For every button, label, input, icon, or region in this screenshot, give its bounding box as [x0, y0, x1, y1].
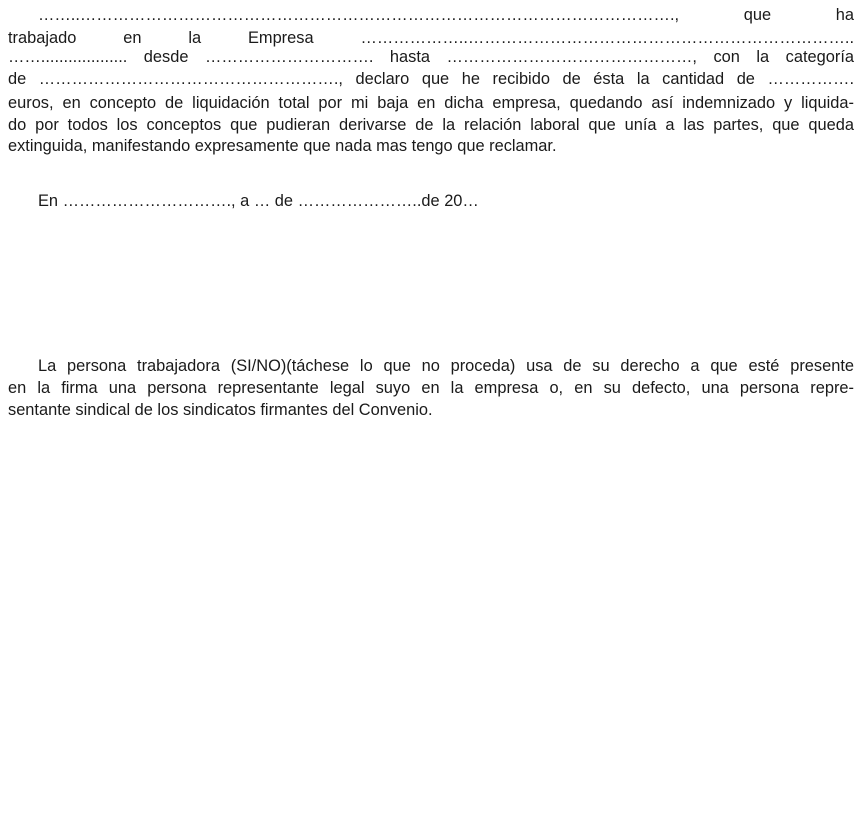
place-date-line: En …………………………., a … de …………………..de 20…: [38, 192, 479, 210]
receipt-line-2: trabajado en la Empresa ………………..……………………………………………………………..: [8, 29, 854, 47]
receipt-line-3: ……................... desde …………………………. hasta ………………………………………, con la categoría: [8, 48, 854, 66]
representation-line-2: en la firma una persona representante legal suyo en la empresa o, en su defecto, una persona repre-: [8, 379, 854, 397]
representation-line-1: La persona trabajadora (SI/NO)(táchese lo que no proceda) usa de su derecho a que esté presente: [38, 357, 854, 375]
receipt-line-4: de ………………………………………………., declaro que he recibido de ésta la cantidad de …………….: [8, 70, 854, 88]
receipt-line-5: euros, en concepto de liquidación total por mi baja en dicha empresa, quedando así indemnizado y liquida-: [8, 94, 854, 112]
receipt-line-6: do por todos los conceptos que pudieran derivarse de la relación laboral que unía a las partes, que queda: [8, 116, 854, 134]
representation-line-3: sentante sindical de los sindicatos firmantes del Convenio.: [8, 401, 433, 419]
receipt-line-7: extinguida, manifestando expresamente que nada mas tengo que reclamar.: [8, 137, 557, 155]
receipt-line-1: ……..………………………………………………………………………………………………., que ha: [38, 6, 854, 24]
